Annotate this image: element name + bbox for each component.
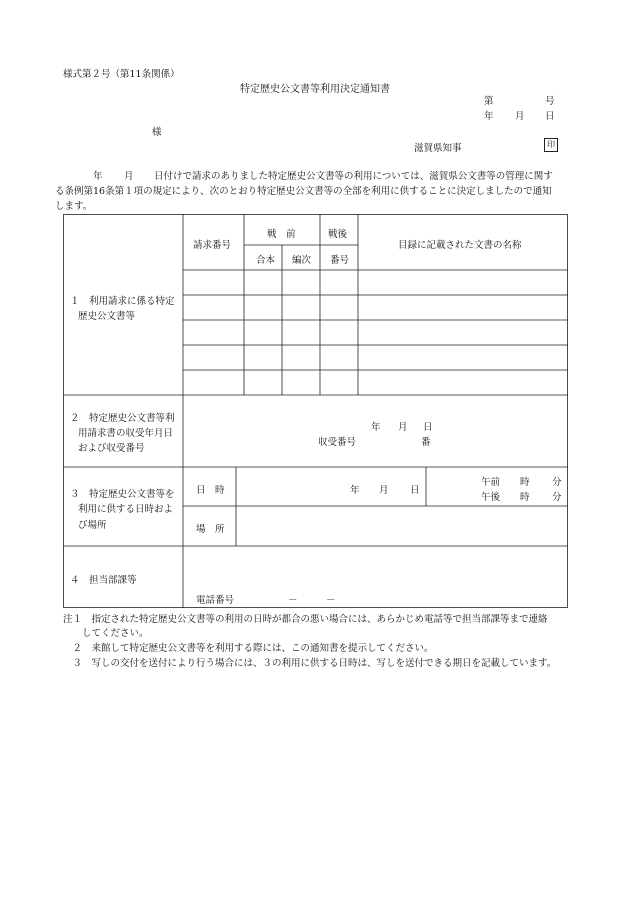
s3-am-minute: 分 <box>552 477 562 488</box>
s4-dash-2: － <box>326 595 336 606</box>
s2-month: 月 <box>398 422 408 433</box>
s3-month: 月 <box>379 485 389 496</box>
doc-no-prefix: 第 <box>484 96 494 107</box>
s2-year: 年 <box>371 422 381 433</box>
s3-year: 年 <box>350 485 360 496</box>
s3-am: 午前 <box>481 477 501 488</box>
date-month: 月 <box>515 111 525 122</box>
note-3: ３ 写しの交付を送付により行う場合には、３の利用に供する日時は、写しを送付できる期日を記載しています。 <box>63 658 557 669</box>
s2-day: 日 <box>423 422 433 433</box>
date-year: 年 <box>484 111 494 122</box>
date-day: 日 <box>545 111 555 122</box>
seal-box: 印 <box>544 138 558 152</box>
doc-no-suffix: 号 <box>545 96 555 107</box>
section2-label-line2: 用請求書の収受年月日 <box>78 428 174 439</box>
sub-compilation: 編次 <box>292 255 312 266</box>
section1-label-line1: １ 利用請求に係る特定 <box>70 296 175 307</box>
col-prewar: 戦 前 <box>267 229 296 240</box>
section1-label-line2: 歴史公文書等 <box>78 311 136 322</box>
s3-pm-hour: 時 <box>520 492 530 503</box>
section2-label-line3: および収受番号 <box>78 443 145 454</box>
s2-ban: 番 <box>421 437 431 448</box>
col-postwar: 戦後 <box>328 229 348 240</box>
paragraph-line3: します。 <box>55 201 93 212</box>
section2-label-line1: ２ 特定歴史公文書等利 <box>70 413 175 424</box>
col-title: 目録に記載された文書の名称 <box>398 240 522 251</box>
form-number: 様式第２号（第11条関係） <box>63 69 180 80</box>
s3-pm-minute: 分 <box>552 492 562 503</box>
paragraph-month: 月 <box>124 171 134 182</box>
section3-label-line3: び場所 <box>78 520 107 531</box>
section4-label: ４ 担当部課等 <box>70 575 137 586</box>
s3-datetime: 日 時 <box>196 485 225 496</box>
s4-phone: 電話番号 <box>196 595 235 606</box>
paragraph-year: 年 <box>93 171 103 182</box>
col-request-no: 請求番号 <box>193 240 232 251</box>
note-1-line2: してください。 <box>63 628 149 639</box>
note-1-line1: 注１ 指定された特定歴史公文書等の利用の日時が都合の悪い場合には、あらかじめ電話等で担当部課等まで連絡 <box>63 614 548 625</box>
sub-volume: 合本 <box>256 255 276 266</box>
document-title: 特定歴史公文書等利用決定通知書 <box>240 84 390 95</box>
paragraph-line1: 日付けで請求のありました特定歴史公文書等の利用については、滋賀県公文書等の管理に関す <box>154 171 553 182</box>
s3-pm: 午後 <box>481 492 501 503</box>
s4-dash-1: － <box>288 595 298 606</box>
section3-label-line2: 利用に供する日時およ <box>78 504 174 515</box>
section3-label-line1: ３ 特定歴史公文書等を <box>70 489 175 500</box>
paragraph-line2: る条例第16条第１項の規定により、次のとおり特定歴史公文書等の全部を利用に供することに決定しましたので通知 <box>55 186 552 197</box>
s3-am-hour: 時 <box>520 477 530 488</box>
s3-day: 日 <box>410 485 420 496</box>
s3-place: 場 所 <box>196 524 225 535</box>
issuer: 滋賀県知事 <box>414 143 462 154</box>
seal-mark <box>540 138 558 152</box>
note-2: ２ 来館して特定歴史公文書等を利用する際には、この通知書を提示してください。 <box>63 643 434 654</box>
s2-receipt-no: 収受番号 <box>318 437 357 448</box>
sub-number: 番号 <box>330 255 350 266</box>
recipient-honorific: 様 <box>152 127 162 138</box>
